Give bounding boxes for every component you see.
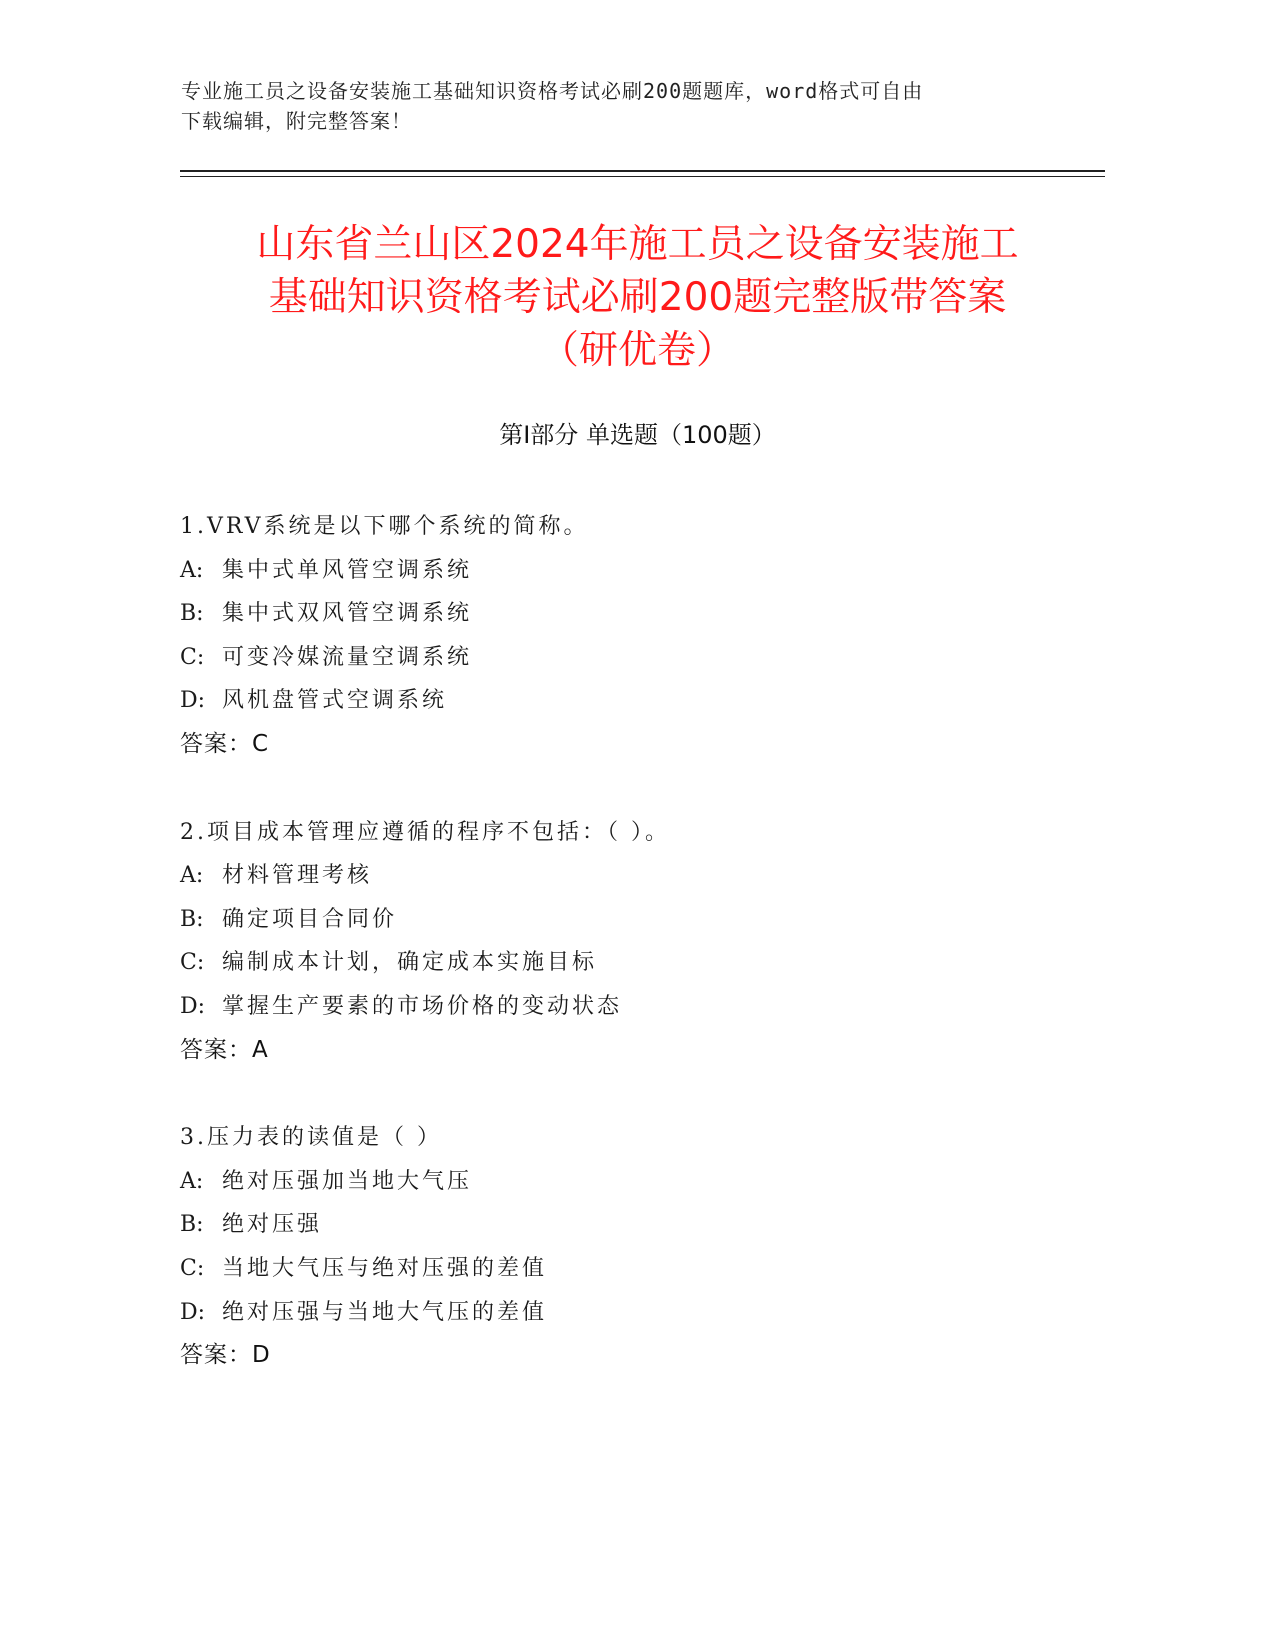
title-line3: （研优卷） xyxy=(539,328,735,373)
option-text: 掌握生产要素的市场价格的变动状态 xyxy=(222,993,623,1019)
option-key: C: xyxy=(180,1255,205,1281)
option-text: 集中式双风管空调系统 xyxy=(222,601,473,627)
question-stem: 3.压力表的读值是（ ） xyxy=(180,1125,442,1151)
option-text: 材料管理考核 xyxy=(222,863,373,889)
option-a xyxy=(180,1160,1080,1204)
answer: 答案：C xyxy=(180,730,270,757)
question-1 xyxy=(180,505,1080,767)
option-text: 可变冷媒流量空调系统 xyxy=(222,644,473,670)
option-key: C: xyxy=(180,950,205,976)
option-c xyxy=(180,636,1080,680)
option-d xyxy=(180,679,1080,723)
option-text: 绝对压强与当地大气压的差值 xyxy=(222,1299,548,1325)
section-title: 第Ⅰ部分 单选题（100题） xyxy=(499,421,776,449)
option-key: C: xyxy=(180,644,205,670)
option-text: 编制成本计划，确定成本实施目标 xyxy=(222,950,598,976)
option-key: B: xyxy=(180,1212,204,1238)
option-c xyxy=(180,1247,1080,1291)
option-text: 风机盘管式空调系统 xyxy=(222,688,448,714)
option-text: 当地大气压与绝对压强的差值 xyxy=(222,1255,548,1281)
option-key: D: xyxy=(180,688,206,714)
option-d xyxy=(180,985,1080,1029)
question-3 xyxy=(180,1116,1080,1378)
option-a xyxy=(180,854,1080,898)
header-note-line1: 专业施工员之设备安装施工基础知识资格考试必刷200题题库，word格式可自由 xyxy=(181,79,924,103)
header-rule-thin xyxy=(180,176,1105,177)
option-a xyxy=(180,549,1080,593)
option-key: B: xyxy=(180,601,204,627)
option-text: 集中式单风管空调系统 xyxy=(222,557,473,583)
option-key: D: xyxy=(180,1299,206,1325)
option-b xyxy=(180,592,1080,636)
option-text: 绝对压强 xyxy=(222,1212,323,1238)
question-list xyxy=(180,505,1080,1422)
option-key: D: xyxy=(180,993,206,1019)
header-note-line2: 下载编辑，附完整答案！ xyxy=(181,109,412,133)
document-title xyxy=(150,218,1125,377)
option-d xyxy=(180,1291,1080,1335)
question-stem: 2.项目成本管理应遵循的程序不包括：（ ）。 xyxy=(180,819,670,845)
question-stem: 1.VRV系统是以下哪个系统的简称。 xyxy=(180,514,589,539)
header-rule-thick xyxy=(180,170,1105,172)
question-2 xyxy=(180,811,1080,1073)
option-key: B: xyxy=(180,906,204,932)
option-key: A: xyxy=(180,1168,204,1194)
answer: 答案：A xyxy=(180,1036,269,1063)
option-key: A: xyxy=(180,863,204,889)
title-line1: 山东省兰山区2024年施工员之设备安装施工 xyxy=(256,222,1019,267)
option-c xyxy=(180,941,1080,985)
title-line2: 基础知识资格考试必刷200题完整版带答案 xyxy=(268,275,1007,320)
option-key: A: xyxy=(180,557,204,583)
option-b xyxy=(180,898,1080,942)
answer: 答案：D xyxy=(180,1342,271,1369)
option-text: 确定项目合同价 xyxy=(222,906,398,932)
option-b xyxy=(180,1203,1080,1247)
option-text: 绝对压强加当地大气压 xyxy=(222,1168,473,1194)
header-note xyxy=(181,76,1041,136)
